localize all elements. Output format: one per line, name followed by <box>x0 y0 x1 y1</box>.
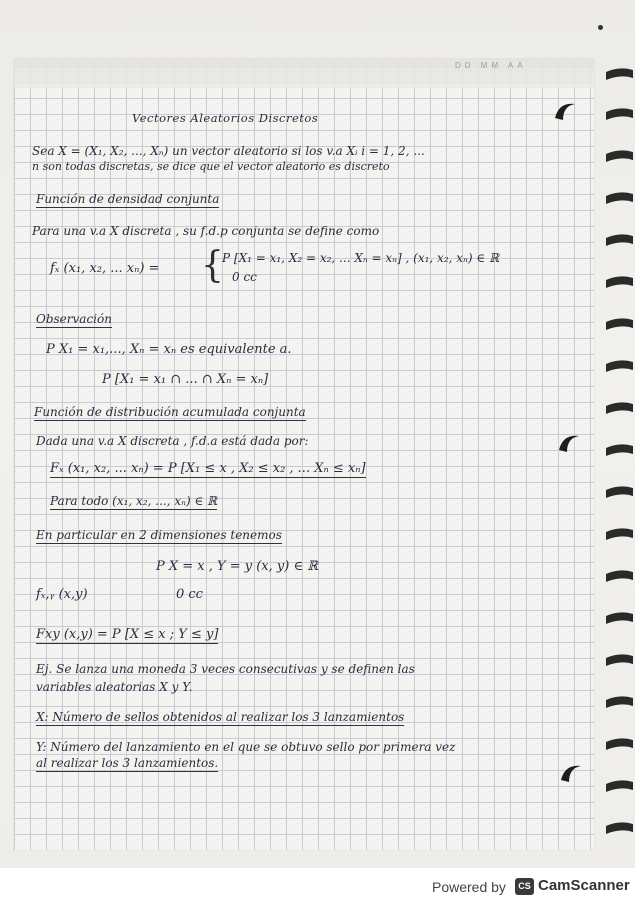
y-definition-1: Y: Número del lanzamiento en el que se obtuvo sello por primera vez <box>36 740 456 754</box>
dist-line-2: Para todo (x₁, x₂, ..., xₙ) ∈ ℝ <box>50 494 218 508</box>
notebook-spiral <box>598 0 635 902</box>
prob-2-dimensions: P X = x , Y = y (x, y) ∈ ℝ <box>156 559 319 574</box>
example-line-2: variables aleatorias X y Y. <box>36 680 193 694</box>
example-line-1: Ej. Se lanza una moneda 3 veces consecutivas y se definen las <box>36 662 415 676</box>
note-line-3: Para una v.a X discreta , su f.d.p conjunta se define como <box>32 224 380 238</box>
heading-density: Función de densidad conjunta <box>36 192 220 206</box>
ring-hole-middle <box>555 430 585 454</box>
powered-by-text: Powered by <box>432 879 506 895</box>
fxy-cc: 0 cc <box>176 587 203 602</box>
grid-paper <box>14 60 594 850</box>
note-line-2: n son todas discretas, se dice que el vector aleatorio es discreto <box>32 160 390 173</box>
obs-line-1: P X₁ = x₁,..., Xₙ = xₙ es equivalente a. <box>46 342 292 357</box>
dist-line-1: Dada una v.a X discreta , f.d.a está dada por: <box>36 434 309 448</box>
date-marks: DD MM AA <box>455 61 527 70</box>
obs-line-2: P [X₁ = x₁ ∩ ... ∩ Xₙ = xₙ] <box>102 372 269 387</box>
ring-hole-top <box>551 98 581 122</box>
y-definition-2: al realizar los 3 lanzamientos. <box>36 756 219 770</box>
curly-brace: { <box>201 245 224 286</box>
line-2-dimensions: En particular en 2 dimensiones tenemos <box>36 528 282 542</box>
note-line-1: Sea X = (X₁, X₂, ..., Xₙ) un vector aleatorio si los v.a Xᵢ i = 1, 2, ... <box>32 144 425 158</box>
fxy-label: fₓ,ᵧ (x,y) <box>36 587 88 602</box>
fx-case-1: P [X₁ = x₁, X₂ = x₂, ... Xₙ = xₙ] , (x₁, x₂, xₙ) ∈ ℝ <box>222 251 500 265</box>
x-definition: X: Número de sellos obtenidos al realizar los 3 lanzamientos <box>36 710 405 724</box>
note-title: Vectores Aleatorios Discretos <box>132 111 319 125</box>
camscanner-logo-icon: CS <box>515 878 534 895</box>
fx-label: fₓ (x₁, x₂, ... xₙ) = <box>50 261 160 276</box>
heading-observation: Observación <box>36 312 112 326</box>
heading-distribution: Función de distribución acumulada conjunta <box>34 405 306 419</box>
camscanner-brand: CamScanner <box>538 877 630 894</box>
fx-case-2: 0 cc <box>232 270 257 284</box>
dist-formula: Fₓ (x₁, x₂, ... xₙ) = P [X₁ ≤ x , X₂ ≤ x₂ , ... Xₙ ≤ xₙ] <box>50 461 366 476</box>
ring-hole-bottom <box>557 760 587 784</box>
Fxy-formula: Fxy (x,y) = P [X ≤ x ; Y ≤ y] <box>36 627 219 642</box>
